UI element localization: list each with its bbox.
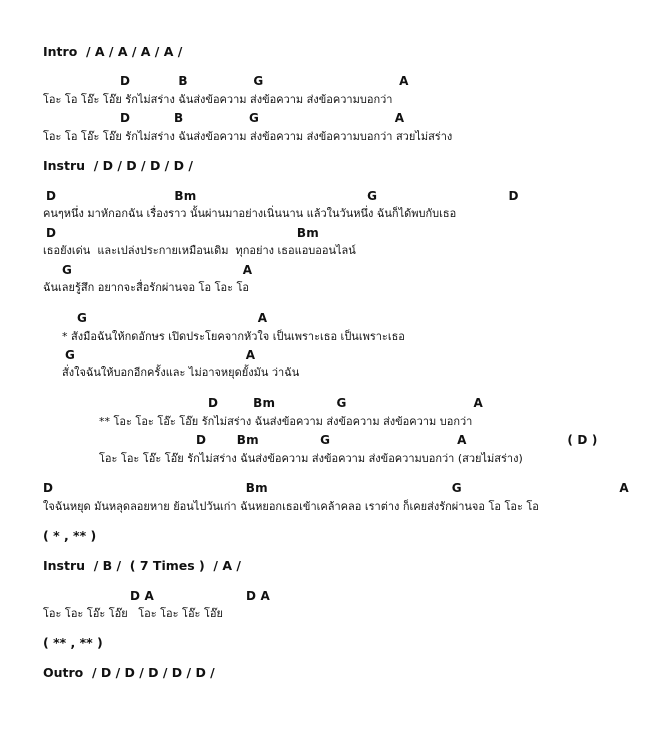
interlude-lyric: โอะ โอะ โอ๊ะ โอ๊ย โอะ โอะ โอ๊ะ โอ๊ย [43, 607, 223, 620]
verse2-chords-1: D Bm G D [46, 189, 519, 203]
outro-line: Outro / D / D / D / D / D / [43, 665, 215, 680]
pre-chorus-lyric-1: * สังมือฉันให้กดอักษร เปิดประโยคจากหัวใจ เป็นเพราะเธอ เป็นเพราะเธอ [62, 330, 405, 343]
chorus-lyric-1: ** โอะ โอะ โอ๊ะ โอ๊ย รักไม่สร่าง ฉันส่งข้อความ ส่งข้อความ ส่งข้อความ บอกว่า [99, 415, 473, 428]
verse2-lyric-2: เธอยังเด่น และเปล่งประกายเหมือนเดิม ทุกอย่าง เธอแอบออนไลน์ [43, 244, 356, 257]
chorus-chords-1: D Bm G A [208, 396, 484, 410]
pre-chorus-chords-1: G A [77, 311, 268, 325]
verse1-lyric-1: โอะ โอ โอ๊ะ โอ๊ย รักไม่สร่าง ฉันส่งข้อความ ส่งข้อความ ส่งข้อความบอกว่า [43, 93, 393, 106]
verse1-chords-2: D B G A [120, 111, 405, 125]
pre-chorus-lyric-2: สั่งใจฉันให้บอกอีกครั้งและ ไม่อาจหยุดยั้งมัน ว่าฉัน [62, 366, 300, 379]
interlude-chords: D A D A [130, 589, 270, 603]
chorus-chords-2: D Bm G A ( D ) [196, 433, 598, 447]
instru-line-2: Instru / B / ( 7 Times ) / A / [43, 558, 241, 573]
verse2-lyric-1: คนๆหนึ่ง มาหักอกฉัน เรื่องราว นั้นผ่านมาอย่างเนิ่นนาน แล้วในวันหนึ่ง ฉันก็ได้พบกับเธอ [43, 207, 457, 220]
verse1-lyric-2: โอะ โอ โอ๊ะ โอ๊ย รักไม่สร่าง ฉันส่งข้อความ ส่งข้อความ ส่งข้อความบอกว่า สวยไม่สร่าง [43, 130, 453, 143]
verse2-lyric-3: ฉันเลยรู้สึก อยากจะสื่อรักผ่านจอ โอ โอะ โอ [43, 281, 250, 294]
repeat-line-1: ( * , ** ) [43, 528, 97, 543]
verse1-chords-1: D B G A [120, 74, 409, 88]
chorus-lyric-2: โอะ โอะ โอ๊ะ โอ๊ย รักไม่สร่าง ฉันส่งข้อความ ส่งข้อความ ส่งข้อความบอกว่า (สวยไม่สร่าง) [99, 452, 523, 465]
bridge-chords: D Bm G A [43, 481, 629, 495]
pre-chorus-chords-2: G A [65, 348, 256, 362]
verse2-chords-3: G A [62, 263, 253, 277]
verse2-chords-2: D Bm [46, 226, 319, 240]
intro-line: Intro / A / A / A / A / [43, 44, 183, 59]
bridge-lyric: ใจฉันหยุด มันหลุดลอยหาย ย้อนไปวันเก่า ฉันหยอกเธอเข้าเคล้าคลอ เราต่าง ก็เคยส่งรักผ่านจอ โอ โอะ โอ [43, 500, 539, 513]
instru-line-1: Instru / D / D / D / D / [43, 158, 193, 173]
repeat-line-2: ( ** , ** ) [43, 635, 103, 650]
